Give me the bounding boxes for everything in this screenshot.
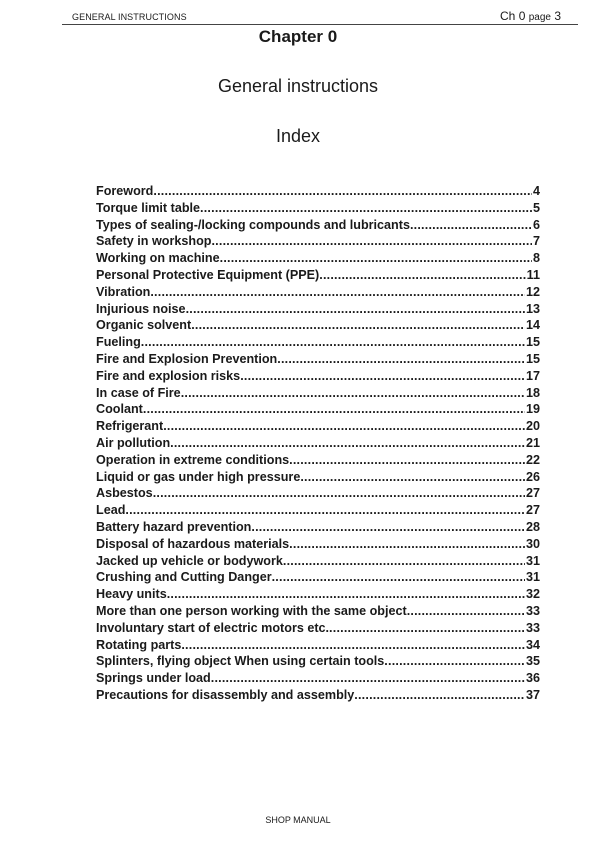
toc-entry[interactable]	[96, 233, 540, 250]
toc-entry-label: Types of sealing-/locking compounds and lubricants	[96, 217, 410, 232]
header-section-name: GENERAL INSTRUCTIONS	[72, 12, 187, 22]
toc-entry-page: 14	[525, 318, 540, 333]
toc-dot-leader	[272, 569, 525, 586]
toc-dot-leader	[220, 250, 532, 267]
toc-entry[interactable]	[96, 334, 540, 351]
toc-dot-leader	[384, 653, 525, 670]
toc-entry-label: Springs under load	[96, 671, 211, 686]
toc-entry-page: 8	[532, 251, 540, 266]
toc-dot-leader	[150, 284, 525, 301]
toc-dot-leader	[163, 418, 525, 435]
toc-entry[interactable]	[96, 284, 540, 301]
toc-entry[interactable]	[96, 317, 540, 334]
toc-dot-leader	[410, 217, 532, 234]
toc-entry-page: 11	[526, 267, 540, 282]
toc-entry[interactable]	[96, 368, 540, 385]
toc-dot-leader	[329, 620, 525, 637]
toc-entry-page: 6	[532, 217, 540, 232]
toc-dot-leader	[181, 385, 525, 402]
toc-entry-label: Rotating parts	[96, 637, 182, 652]
toc-dot-leader	[153, 485, 525, 502]
toc-entry-page: 7	[532, 234, 540, 249]
toc-entry-page: 31	[525, 570, 540, 585]
toc-entry-label: Coolant	[96, 402, 143, 417]
toc-entry-page: 27	[525, 503, 540, 518]
toc-entry-page: 17	[525, 368, 540, 383]
toc-entry-label: Lead	[96, 503, 126, 518]
index-title: Index	[275, 126, 321, 146]
toc-dot-leader	[354, 687, 525, 704]
toc-entry[interactable]	[96, 250, 540, 267]
toc-entry-page: 33	[525, 620, 540, 635]
toc-entry-label: Safety in workshop	[96, 234, 212, 249]
toc-entry-page: 35	[525, 654, 540, 669]
toc-dot-leader	[170, 435, 525, 452]
toc-entry[interactable]	[96, 586, 540, 603]
toc-dot-leader	[211, 233, 532, 250]
toc-entry-label: Battery hazard prevention	[96, 519, 252, 534]
toc-entry[interactable]	[96, 217, 540, 234]
toc-entry-label: Fire and explosion risks	[96, 368, 241, 383]
toc-entry-page: 34	[525, 637, 540, 652]
toc-entry-label: Liquid or gas under high pressure	[96, 469, 301, 484]
toc-entry[interactable]	[96, 485, 540, 502]
toc-entry-label: Heavy units	[96, 587, 167, 602]
toc-entry[interactable]	[96, 200, 540, 217]
toc-entry-page: 19	[525, 402, 540, 417]
toc-dot-leader	[240, 368, 525, 385]
toc-entry-label: Working on machine	[96, 251, 220, 266]
toc-entry-label: Operation in extreme conditions	[96, 452, 290, 467]
toc-entry[interactable]	[96, 502, 540, 519]
toc-entry[interactable]	[96, 267, 540, 284]
toc-entry[interactable]	[96, 301, 540, 318]
toc-dot-leader	[143, 401, 525, 418]
toc-entry-label: Foreword	[96, 184, 154, 198]
toc-entry[interactable]	[96, 536, 540, 553]
toc-entry-label: Injurious noise	[96, 301, 186, 316]
toc-entry-label: Splinters, flying object When using certain tools	[96, 654, 385, 669]
toc-entry-label: Fueling	[96, 335, 141, 350]
toc-entry-label: Disposal of hazardous materials	[96, 536, 290, 551]
toc-entry-label: Vibration	[96, 284, 151, 299]
toc-entry[interactable]	[96, 603, 540, 620]
section-title: General instructions	[217, 76, 379, 96]
toc-entry-page: 5	[532, 200, 540, 215]
toc-entry-label: Jacked up vehicle or bodywork	[96, 553, 283, 568]
chapter-title: Chapter 0	[258, 27, 338, 46]
toc-entry[interactable]	[96, 687, 540, 704]
toc-entry-page: 15	[525, 335, 540, 350]
page-footer: SHOP MANUAL	[265, 815, 331, 825]
table-of-contents	[96, 183, 540, 704]
toc-entry-page: 36	[525, 671, 540, 686]
toc-dot-leader	[181, 637, 525, 654]
toc-entry-page: 26	[525, 469, 540, 484]
toc-entry-label: Personal Protective Equipment (PPE)	[96, 267, 320, 282]
toc-entry-label: More than one person working with the same object	[96, 603, 407, 618]
toc-dot-leader	[251, 519, 525, 536]
toc-entry[interactable]	[96, 469, 540, 486]
toc-dot-leader	[200, 200, 532, 217]
toc-dot-leader	[277, 351, 525, 368]
header-divider	[62, 24, 578, 25]
toc-entry-page: 4	[532, 184, 540, 198]
toc-dot-leader	[300, 469, 525, 486]
toc-entry-page: 27	[525, 486, 540, 501]
toc-entry-label: In case of Fire	[96, 385, 181, 400]
toc-entry-label: Asbestos	[96, 486, 153, 501]
toc-dot-leader	[186, 301, 525, 318]
toc-dot-leader	[141, 334, 525, 351]
toc-dot-leader	[283, 553, 525, 570]
toc-dot-leader	[211, 670, 525, 687]
toc-entry-label: Precautions for disassembly and assembly	[96, 687, 355, 702]
toc-dot-leader	[191, 317, 525, 334]
toc-dot-leader	[319, 267, 525, 284]
toc-entry-page: 20	[525, 419, 540, 434]
toc-entry-page: 31	[525, 553, 540, 568]
toc-entry-page: 22	[525, 452, 540, 467]
toc-entry-label: Refrigerant	[96, 419, 164, 434]
toc-entry-page: 37	[525, 687, 540, 702]
toc-entry[interactable]	[96, 637, 540, 654]
toc-entry-page: 12	[525, 284, 540, 299]
toc-entry[interactable]	[96, 553, 540, 570]
toc-entry[interactable]	[96, 519, 540, 536]
toc-entry-label: Organic solvent	[96, 318, 192, 333]
toc-entry-label: Fire and Explosion Prevention	[96, 351, 278, 366]
toc-entry-label: Torque limit table	[96, 200, 201, 215]
toc-entry-page: 30	[525, 536, 540, 551]
toc-entry[interactable]	[96, 452, 540, 469]
toc-entry-page: 21	[525, 435, 540, 450]
toc-dot-leader	[167, 586, 525, 603]
toc-entry-page: 13	[525, 301, 540, 316]
toc-dot-leader	[407, 603, 525, 620]
toc-dot-leader	[125, 502, 525, 519]
toc-entry-label: Air pollution	[96, 435, 171, 450]
header-page-number: 3	[554, 9, 561, 23]
toc-entry[interactable]	[96, 569, 540, 586]
toc-entry-page: 18	[525, 385, 540, 400]
header-page-label: page	[528, 12, 551, 23]
toc-entry-page: 15	[525, 351, 540, 366]
toc-entry-page: 33	[525, 603, 540, 618]
toc-entry-label: Involuntary start of electric motors etc.	[96, 620, 330, 635]
toc-entry[interactable]	[96, 385, 540, 402]
toc-entry[interactable]	[96, 183, 540, 200]
toc-entry-label: Crushing and Cutting Danger	[96, 570, 272, 585]
toc-dot-leader	[289, 452, 525, 469]
toc-entry[interactable]	[96, 435, 540, 452]
toc-dot-leader	[289, 536, 525, 553]
header-chapter: Ch 0	[500, 9, 526, 23]
toc-entry[interactable]	[96, 351, 540, 368]
toc-entry[interactable]	[96, 670, 540, 687]
toc-dot-leader	[153, 183, 532, 200]
header-page-ref	[500, 9, 561, 23]
toc-entry[interactable]	[96, 418, 540, 435]
toc-entry-page: 32	[525, 587, 540, 602]
toc-entry[interactable]	[96, 653, 540, 670]
toc-entry[interactable]	[96, 401, 540, 418]
toc-entry-page: 28	[525, 519, 540, 534]
toc-entry[interactable]	[96, 620, 540, 637]
